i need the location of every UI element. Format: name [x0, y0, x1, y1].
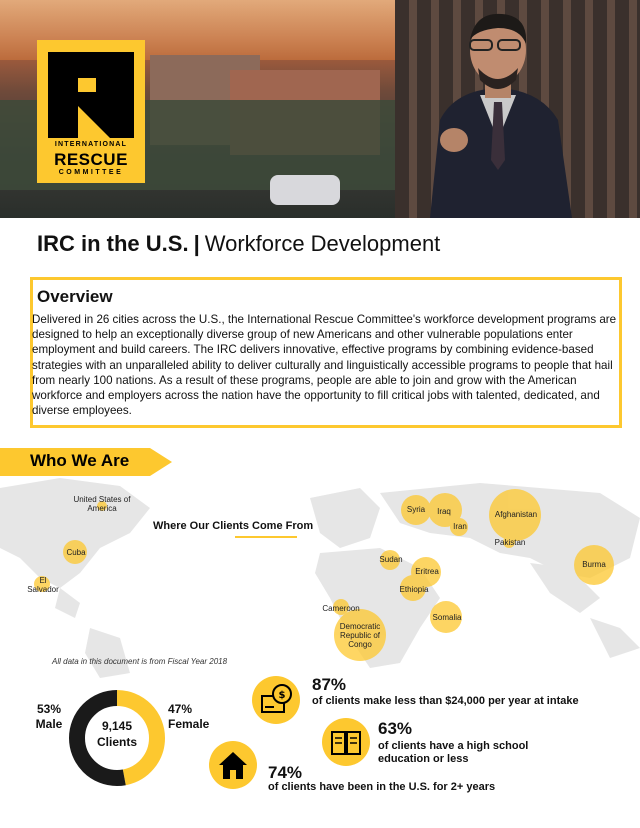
- map-label: Cameroon: [322, 604, 360, 613]
- map-label: Syria: [406, 505, 426, 514]
- map-label: El Salvador: [27, 576, 59, 594]
- total-clients-value: 9,145: [101, 719, 133, 733]
- male-pct: 53%: [36, 702, 62, 716]
- overview-heading: Overview: [37, 287, 113, 306]
- map-title-underline: [235, 536, 297, 538]
- stat-residency-text: of clients have been in the U.S. for 2+ years: [268, 781, 496, 793]
- female-label: Female: [168, 717, 210, 731]
- map-label: Iran: [453, 522, 467, 531]
- svg-text:$: $: [278, 690, 286, 701]
- stat-income-pct: 87%: [312, 675, 347, 694]
- house-icon: [209, 741, 257, 789]
- donut-center: [85, 718, 149, 750]
- fiscal-year-footnote: All data in this document is from Fiscal Year 2018: [52, 657, 228, 666]
- title-subtitle: Workforce Development: [204, 231, 441, 256]
- who-we-are-heading: Who We Are: [30, 451, 130, 470]
- map-label: United States of America: [73, 495, 131, 513]
- female-stat: [168, 702, 209, 732]
- man-portrait: [410, 10, 585, 218]
- map-label: Democratic Republic of Congo: [339, 622, 381, 649]
- map-label: Iraq: [437, 507, 451, 516]
- map-label: Ethiopia: [399, 585, 429, 594]
- page-title: [37, 231, 440, 257]
- title-bold: IRC in the U.S.: [37, 231, 189, 256]
- total-clients-label: Clients: [96, 735, 137, 749]
- stat-education-pct: 63%: [378, 719, 413, 738]
- map-label: Cuba: [66, 548, 86, 557]
- map-title: Where Our Clients Come From: [153, 520, 314, 532]
- background-car: [270, 175, 340, 205]
- stat-education-text: of clients have a high school education or less: [378, 740, 529, 765]
- overview-body: Delivered in 26 cities across the U.S., the International Rescue Committee's workforce development programs are designed to help an exceptionally diverse group of new Americans and other vulnerable populations enter employment and build careers. The IRC delivers innovative, effective programs by combining evidence-based strategies with an unparalleled ability to deliver culturally and linguistically accessible programs to people that hail from nearly 100 nations. As a result of these programs, people are able to join and grow with the American workforce and employers across the nation have the opportunity to fill critical jobs with talented, dedicated, and diverse employees.: [32, 313, 617, 418]
- irc-logo-mark: [48, 52, 134, 138]
- map-label: Afghanistan: [494, 510, 538, 519]
- map-label: Sudan: [379, 555, 403, 564]
- logo-text-line3: COMMITTEE: [58, 169, 124, 176]
- logo-text-line2: RESCUE: [54, 150, 128, 169]
- irc-logo: [37, 40, 145, 183]
- male-stat: [31, 702, 67, 732]
- map-label: Pakistan: [494, 538, 526, 547]
- male-label: Male: [35, 717, 63, 731]
- female-pct: 47%: [168, 702, 193, 716]
- logo-text-line1: INTERNATIONAL: [54, 141, 128, 148]
- map-label: Eritrea: [415, 567, 439, 576]
- stat-residency-pct: 74%: [268, 763, 303, 782]
- money-icon: [252, 676, 300, 724]
- book-icon: [322, 718, 370, 766]
- map-label: Somalia: [432, 613, 462, 622]
- stat-income-text: of clients make less than $24,000 per year at intake: [312, 695, 579, 707]
- map-label: Burma: [582, 560, 606, 569]
- title-separator: |: [193, 231, 200, 256]
